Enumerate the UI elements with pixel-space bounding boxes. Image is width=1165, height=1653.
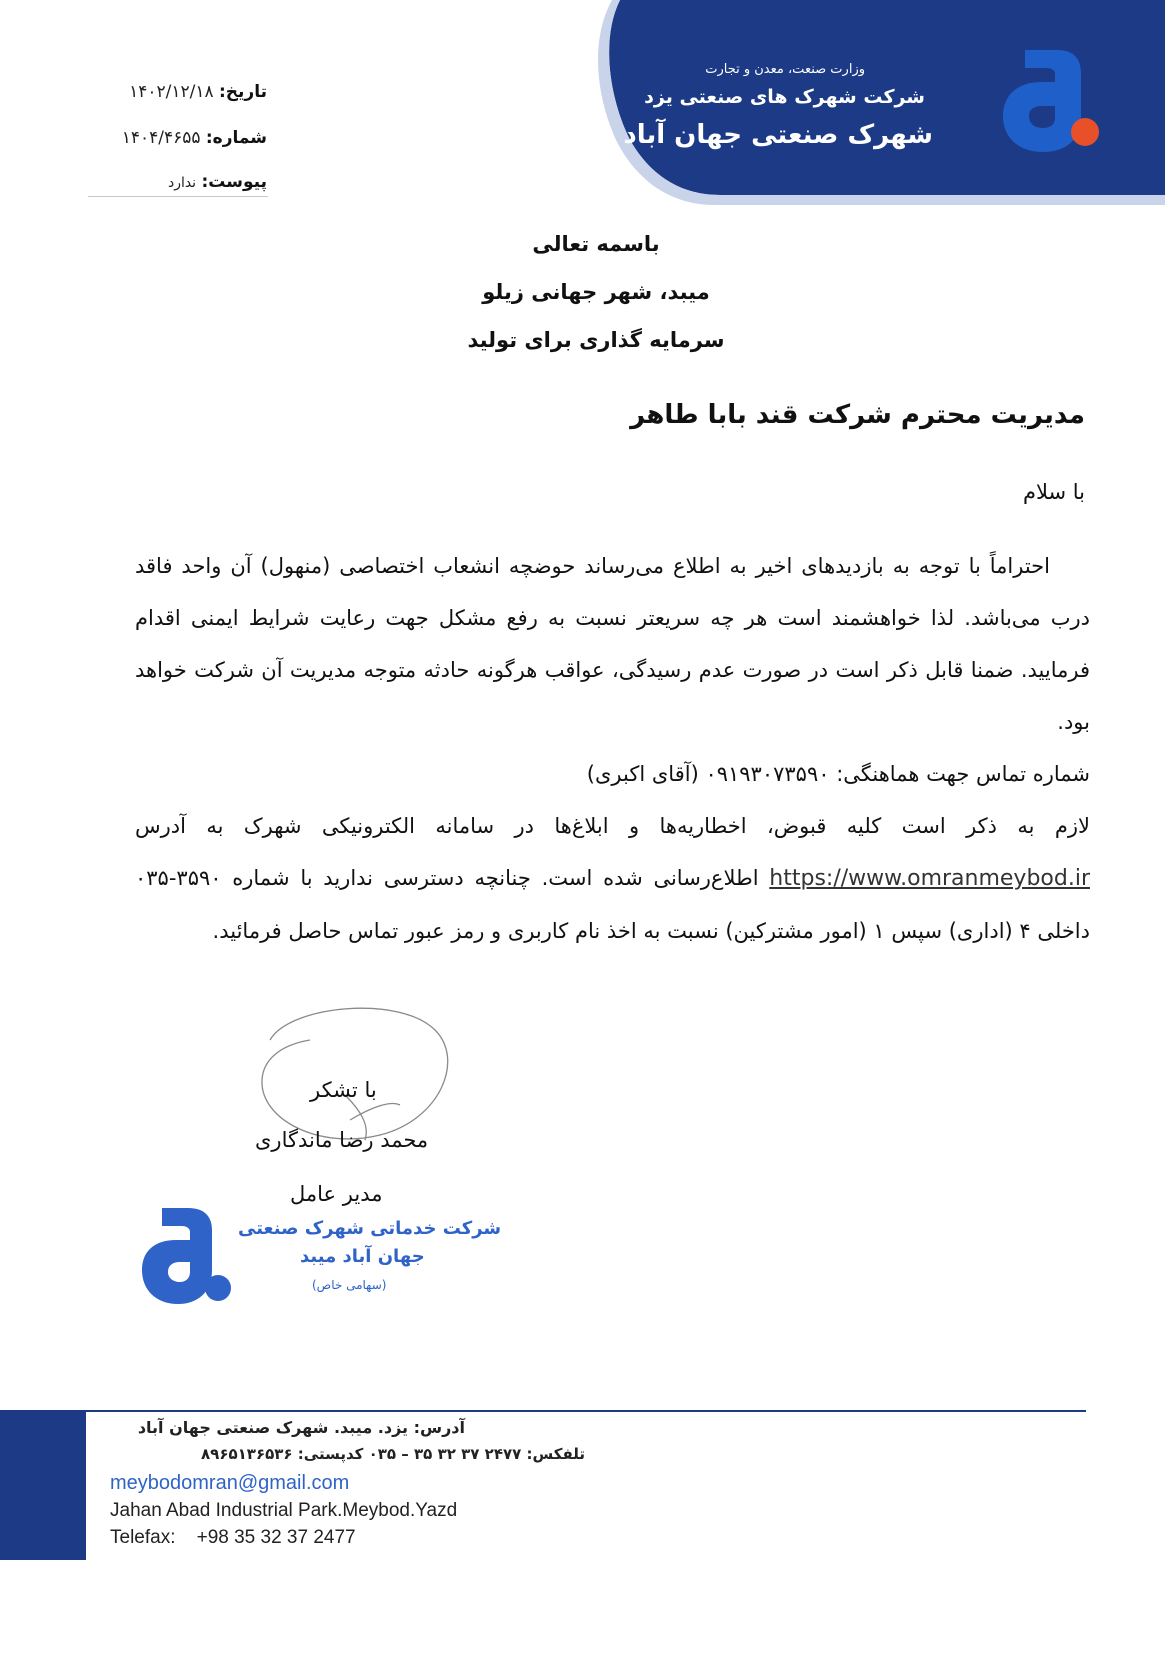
footer-park-address: Jahan Abad Industrial Park.Meybod.Yazd — [110, 1500, 458, 1521]
body-paragraph-3-part1: لازم به ذکر است کلیه قبوض، اخطاریه‌ها و ابلاغ‌ها در سامانه الکترونیکی شهرک به آدرس — [135, 814, 1090, 838]
invocation-heading: باسمه تعالی — [532, 232, 660, 256]
org-name: شهرک صنعتی جهان آباد میبد — [561, 120, 933, 150]
slogan-heading: میبد، شهر جهانی زیلو — [482, 280, 710, 304]
closing-thanks: با تشکر — [310, 1078, 377, 1102]
letter-date — [129, 82, 267, 102]
stamp-org-line3: (سهامی خاص) — [312, 1278, 387, 1292]
body-paragraph-3-part2: اطلاع‌رسانی شده است. چنانچه دسترسی ندارید با شماره ۳۵۹۰-۰۳۵ داخلی ۴ (اداری) سپس ۱ (امور مشترکین) نسبت به اخذ نام کاربری و رمز عبور تماس حاصل فرمائید. — [135, 866, 1090, 943]
ministry-name: وزارت صنعت، معدن و تجارت — [705, 62, 865, 77]
parent-org-name: شرکت شهرک های صنعتی یزد — [644, 86, 925, 108]
letter-number — [122, 128, 267, 148]
number-label: شماره: — [205, 128, 267, 148]
date-label: تاریخ: — [219, 82, 267, 102]
meta-divider — [88, 196, 268, 197]
footer-email[interactable]: meybodomran@gmail.com — [110, 1472, 350, 1494]
stamp-org-line2: جهان آباد میبد — [300, 1246, 425, 1267]
footer-phone: تلفکس: ۲۴۷۷ ۳۷ ۳۲ ۳۵ – ۰۳۵ کدپستی: ۸۹۶۵۱۳۶۵۳۶ — [201, 1445, 585, 1463]
attachment-label: پیوست: — [201, 172, 267, 192]
website-link[interactable]: https://www.omranmeybod.ir — [769, 866, 1090, 891]
body-paragraph-2: شماره تماس جهت هماهنگی: ۰۹۱۹۳۰۷۳۵۹۰ (آقای اکبری) — [586, 762, 1090, 786]
year-slogan-heading: سرمایه گذاری برای تولید — [467, 328, 725, 352]
footer-divider — [86, 1410, 1086, 1412]
body-paragraph-1: احتراماً با توجه به بازدیدهای اخیر به اطلاع می‌رساند حوضچه انشعاب اختصاصی (منهول) آن واحد فاقد درب می‌باشد. لذا خواهشمند است هر چه سریعتر نسبت به رفع مشکل جهت رعایت شرایط ایمنی اقدام فرمایید. ضمنا قابل ذکر است در صورت عدم رسیدگی، عواقب هرگونه حادثه متوجه مدیریت آن شرکت خواهد بود. — [135, 554, 1090, 734]
body-paragraph-3 — [135, 800, 1090, 957]
footer-address: آدرس: یزد. میبد. شهرک صنعتی جهان آباد — [137, 1418, 465, 1437]
footer-telefax: Telefax: +98 35 32 37 2477 — [110, 1527, 356, 1548]
letter-body — [135, 540, 1090, 957]
signer-title: مدیر عامل — [290, 1182, 383, 1206]
greeting: با سلام — [1022, 480, 1085, 504]
letter-attachment — [168, 172, 267, 192]
footer-accent-bar — [0, 1410, 86, 1560]
company-logo-icon — [985, 40, 1105, 160]
stamp-logo-icon — [128, 1200, 238, 1310]
number-value: ۱۴۰۴/۴۶۵۵ — [121, 128, 201, 148]
attachment-value: ندارد — [167, 175, 197, 191]
signer-name: محمد رضا ماندگاری — [255, 1128, 429, 1152]
recipient: مدیریت محترم شرکت قند بابا طاهر — [630, 400, 1085, 430]
stamp-org-line1: شرکت خدماتی شهرک صنعتی — [238, 1218, 502, 1239]
date-value: ۱۴۰۲/۱۲/۱۸ — [129, 82, 214, 102]
